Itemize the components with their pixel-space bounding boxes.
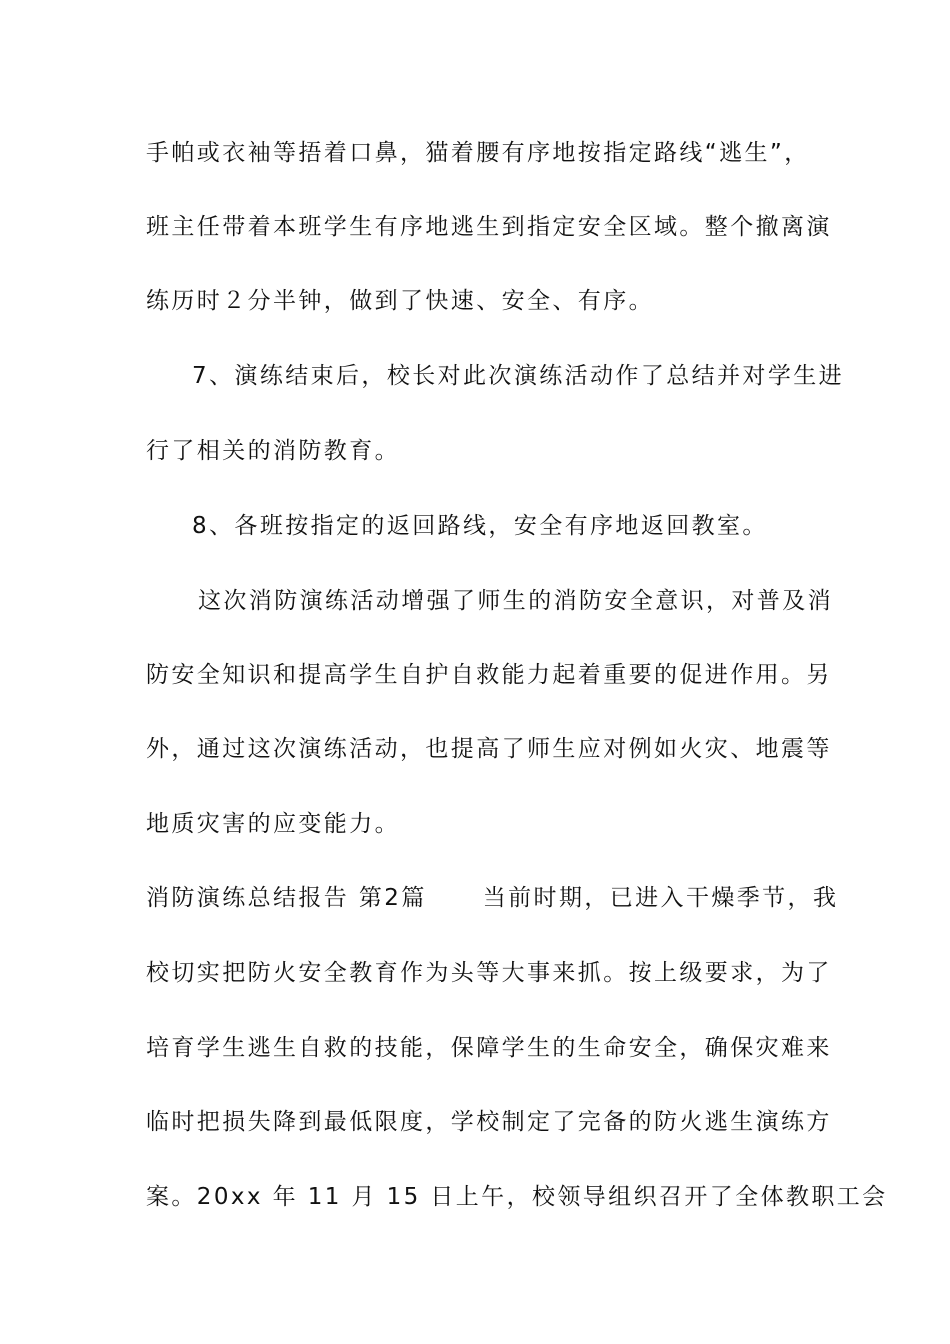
text-line-2: 班主任带着本班学生有序地逃生到指定安全区域。整个撤离演 [146, 214, 832, 240]
text-line-9: 外，通过这次演练活动，也提高了师生应对例如火灾、地震等 [146, 736, 832, 762]
text-line-8: 防安全知识和提高学生自护自救能力起着重要的促进作用。另 [146, 662, 832, 688]
text-line-15: 案。20xx 年 11 月 15 日上午，校领导组织召开了全体教职工会 [146, 1184, 888, 1210]
text-line-10: 地质灾害的应变能力。 [146, 811, 400, 837]
text-line-6: 8、各班按指定的返回路线，安全有序地返回教室。 [192, 513, 768, 539]
section-heading-line [146, 883, 839, 913]
text-line-5: 行了相关的消防教育。 [146, 438, 400, 464]
text-line-3: 练历时２分半钟，做到了快速、安全、有序。 [146, 288, 654, 314]
section-first-text: 当前时期，已进入干燥季节，我 [482, 885, 839, 911]
text-line-14: 临时把损失降到最低限度，学校制定了完备的防火逃生演练方 [146, 1109, 832, 1135]
text-line-13: 培育学生逃生自救的技能，保障学生的生命安全，确保灾难来 [146, 1035, 832, 1061]
text-line-12: 校切实把防火安全教育作为头等大事来抓。按上级要求，为了 [146, 960, 832, 986]
text-line-4: 7、演练结束后，校长对此次演练活动作了总结并对学生进 [192, 363, 845, 389]
text-line-1: 手帕或衣袖等捂着口鼻，猫着腰有序地按指定路线“逃生”， [146, 140, 810, 166]
section-heading: 消防演练总结报告 第2篇 [146, 885, 427, 911]
text-line-7: 这次消防演练活动增强了师生的消防安全意识，对普及消 [198, 588, 833, 614]
